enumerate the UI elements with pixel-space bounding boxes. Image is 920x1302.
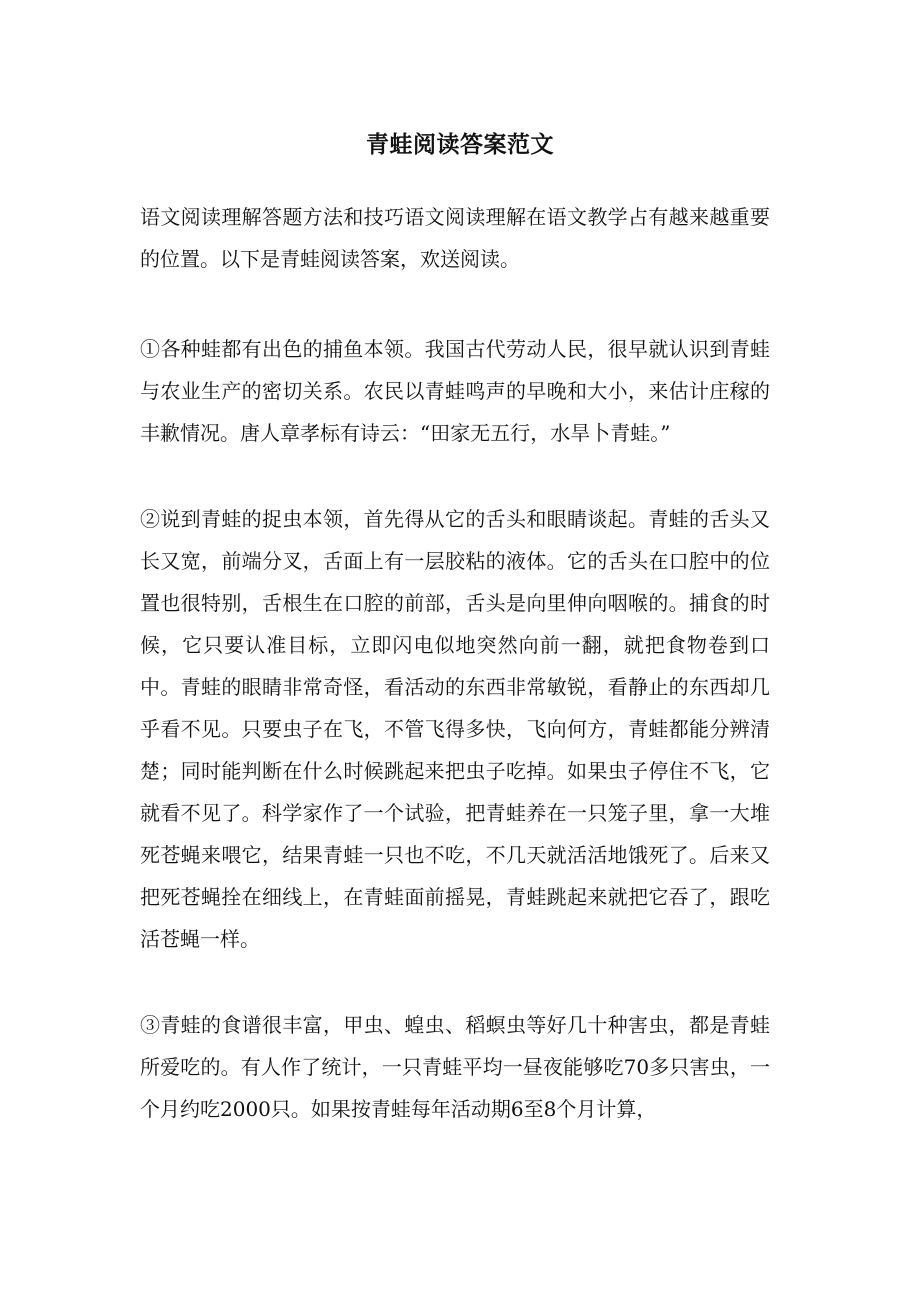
document-title: 青蛙阅读答案范文	[366, 131, 554, 159]
paragraph-1: ①各种蛙都有出色的捕鱼本领。我国古代劳动人民，很早就认识到青蛙与农业生产的密切关系。农民以青蛙鸣声的早晚和大小，来估计庄稼的丰歉情况。唐人章孝标有诗云：“田家无五行，水旱卜青蛙。”	[140, 337, 770, 445]
intro-paragraph: 语文阅读理解答题方法和技巧语文阅读理解在语文教学占有越来越重要的位置。以下是青蛙阅读答案，欢送阅读。	[140, 205, 770, 271]
paragraph-3: ③青蛙的食谱很丰富，甲虫、蝗虫、稻螟虫等好几十种害虫，都是青蛙所爱吃的。有人作了统计，一只青蛙平均一昼夜能够吃70多只害虫，一个月约吃2000只。如果按青蛙每年活动期6至8个月计算，	[140, 1013, 770, 1121]
document-body	[140, 196, 770, 1130]
paragraph-2: ②说到青蛙的捉虫本领，首先得从它的舌头和眼睛谈起。青蛙的舌头又长又宽，前端分叉，舌面上有一层胶粘的液体。它的舌头在口腔中的位置也很特别，舌根生在口腔的前部，舌头是向里伸向咽喉的。捕食的时候，它只要认准目标，立即闪电似地突然向前一翻，就把食物卷到口中。青蛙的眼睛非常奇怪，看活动的东西非常敏锐，看静止的东西却几乎看不见。只要虫子在飞，不管飞得多快，飞向何方，青蛙都能分辨清楚；同时能判断在什么时候跳起来把虫子吃掉。如果虫子停住不飞，它就看不见了。科学家作了一个试验，把青蛙养在一只笼子里，拿一大堆死苍蝇来喂它，结果青蛙一只也不吃，不几天就活活地饿死了。后来又把死苍蝇拴在细线上，在青蛙面前摇晃，青蛙跳起来就把它吞了，跟吃活苍蝇一样。	[140, 507, 770, 951]
